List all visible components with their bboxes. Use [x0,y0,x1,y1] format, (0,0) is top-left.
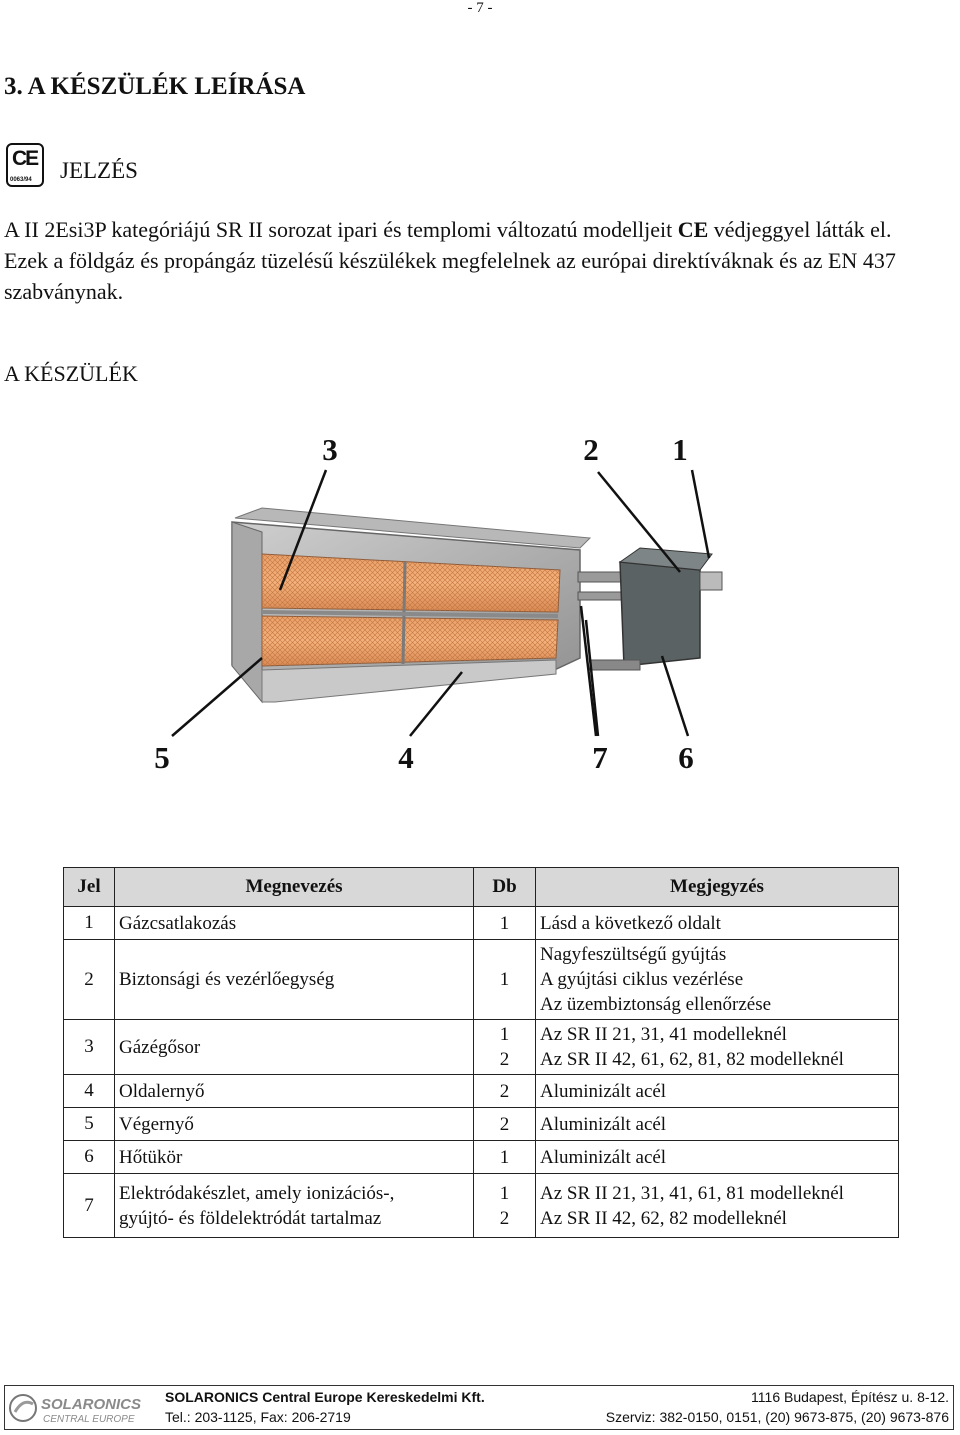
section-title: 3. A KÉSZÜLÉK LEÍRÁSA [4,73,306,100]
callout-2: 2 [583,432,599,467]
intro-paragraph [4,214,934,307]
intro-ce-emphasis: CE [677,217,709,242]
cell-name: Oldalernyő [115,1075,474,1108]
cell-jel: 4 [64,1075,115,1108]
page-number: - 7 - [467,0,493,16]
table-row [64,1174,899,1238]
cell-name: Biztonsági és vezérlőegység [115,940,474,1020]
cell-name: Elektródakészlet, amely ionizációs-, gyújtó- és földelektródát tartalmaz [115,1174,474,1238]
solaronics-logo [7,1390,157,1426]
cell-db: 1 [474,907,536,940]
table-row [64,1108,899,1141]
table-row [64,1075,899,1108]
header-db: Db [474,868,536,907]
cell-note: Aluminizált acél [536,1075,899,1108]
callout-1: 1 [672,432,688,467]
svg-text:CENTRAL EUROPE: CENTRAL EUROPE [43,1414,135,1425]
leader-5 [172,658,262,736]
cell-jel: 5 [64,1108,115,1141]
ce-mark-code: 0063/94 [10,177,32,183]
callout-6: 6 [678,740,694,775]
cell-name: Gázégősor [115,1020,474,1075]
cell-db: 1 [474,1141,536,1174]
svg-text:SOLARONICS: SOLARONICS [41,1396,142,1413]
table-row [64,1141,899,1174]
cell-note: Az SR II 21, 31, 41 modelleknél Az SR II 42, 61, 62, 81, 82 modelleknél [536,1020,899,1075]
table-row [64,940,899,1020]
cell-db: 1 2 [474,1020,536,1075]
leader-6 [662,656,688,736]
table-header-row [64,868,899,907]
cell-jel: 7 [64,1174,115,1238]
cell-note: Aluminizált acél [536,1141,899,1174]
cell-db: 1 2 [474,1174,536,1238]
parts-table [63,867,899,1238]
device-heading: A KÉSZÜLÉK [4,361,138,386]
callout-3: 3 [322,432,338,467]
ce-mark-letters: CE [12,147,38,170]
header-note: Megjegyzés [536,868,899,907]
footer-service: Szerviz: 382-0150, 0151, (20) 9673-875, (20) 9673-876 [605,1409,949,1425]
side-shield [232,522,262,702]
footer-phone: Tel.: 203-1125, Fax: 206-2719 [165,1409,351,1425]
header-jel: Jel [64,868,115,907]
callout-4: 4 [398,740,414,775]
cell-note: Aluminizált acél [536,1108,899,1141]
leader-7b [586,620,598,736]
control-unit [620,562,700,666]
cell-name: Hőtükör [115,1141,474,1174]
header-name: Megnevezés [115,868,474,907]
table-row [64,907,899,940]
heater-illustration [0,420,960,790]
footer-company: SOLARONICS Central Europe Kereskedelmi Kft. [165,1389,485,1405]
footer-address: 1116 Budapest, Építész u. 8-12. [751,1389,949,1405]
callout-7: 7 [592,740,608,775]
cell-db: 2 [474,1075,536,1108]
table-row [64,1020,899,1075]
cell-jel: 3 [64,1020,115,1075]
cell-name: Gázcsatlakozás [115,907,474,940]
cell-db: 1 [474,940,536,1020]
cell-jel: 2 [64,940,115,1020]
page-footer [4,1385,954,1430]
gas-connection [700,572,722,590]
intro-text-end: védjeggyel látták el. Ezek a földgáz és propángáz tüzelésű készülékek megfelelnek az európai direktíváknak és az EN 437 szabványnak. [4,217,896,304]
cell-note: Lásd a következő oldalt [536,907,899,940]
cell-db: 2 [474,1108,536,1141]
leader-7a [581,606,596,736]
cell-note: Nagyfeszültségű gyújtás A gyújtási ciklus vezérlése Az üzembiztonság ellenőrzése [536,940,899,1020]
cell-jel: 6 [64,1141,115,1174]
leader-1 [692,470,709,558]
cell-name: Végernyő [115,1108,474,1141]
ce-mark-icon [6,143,44,187]
intro-text-start: A II 2Esi3P kategóriájú SR II sorozat ipari és templomi változatú modelljeit [4,217,678,242]
cell-note: Az SR II 21, 31, 41, 61, 81 modelleknél Az SR II 42, 62, 82 modelleknél [536,1174,899,1238]
cell-jel: 1 [64,907,115,940]
marking-heading: JELZÉS [60,158,138,183]
callout-5: 5 [154,740,170,775]
